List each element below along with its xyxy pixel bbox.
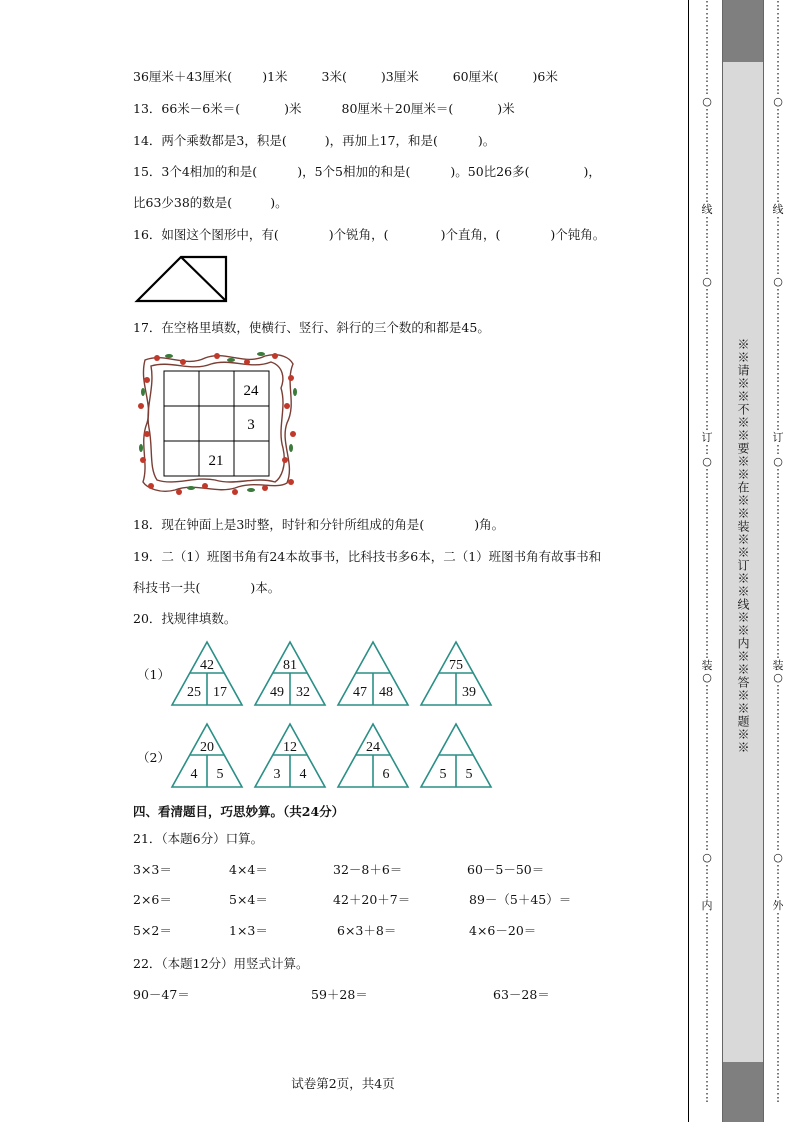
question-13: 13．66米－6米＝( )米 80厘米＋20厘米＝( )米 <box>133 101 515 116</box>
seal-dot: ⋮ <box>772 527 784 540</box>
seal-dot: ⋮ <box>701 515 713 528</box>
seal-dot: ⋮ <box>701 683 713 696</box>
seal-dot: ⋮ <box>772 803 784 816</box>
seal-line-char: 外 <box>772 899 784 912</box>
seal-dot: ⋮ <box>701 359 713 372</box>
seal-dot: ⋮ <box>772 1067 784 1080</box>
seal-circle-mark: ○ <box>773 455 783 468</box>
seal-dot: ⋮ <box>772 47 784 60</box>
seal-dot: ⋮ <box>701 707 713 720</box>
seal-dot: ⋮ <box>701 47 713 60</box>
seal-dot: ⋮ <box>772 719 784 732</box>
seal-dot: ⋮ <box>772 875 784 888</box>
cell-r3c2: 21 <box>208 453 224 469</box>
seal-dot: ⋮ <box>701 239 713 252</box>
seal-dot: ⋮ <box>701 695 713 708</box>
seal-dot: ⋮ <box>701 191 713 204</box>
seal-dot: ⋮ <box>701 0 713 12</box>
pattern-row-1-label: （1） <box>137 667 170 682</box>
seal-dot: ⋮ <box>701 527 713 540</box>
seal-dot: ⋮ <box>772 539 784 552</box>
seal-dot: ⋮ <box>772 191 784 204</box>
t13-right: 48 <box>379 685 393 700</box>
seal-dot: ⋮ <box>701 419 713 432</box>
seal-dot: ⋮ <box>772 395 784 408</box>
seal-dot: ⋮ <box>772 755 784 768</box>
seal-line-char: 内 <box>701 899 713 912</box>
question-19: 19．二（1）班图书角有24本故事书，比科技书多6本，二（1）班图书角有故事书和 <box>133 549 602 564</box>
seal-dot: ⋮ <box>772 311 784 324</box>
question-14: 14．两个乘数都是3，积是( )，再加上17，和是( )。 <box>133 133 496 148</box>
seal-dot: ⋮ <box>772 947 784 960</box>
seal-dot: ⋮ <box>772 83 784 96</box>
seal-dot: ⋮ <box>772 347 784 360</box>
seal-dot: ⋮ <box>772 335 784 348</box>
seal-dot: ⋮ <box>772 71 784 84</box>
seal-dot: ⋮ <box>772 623 784 636</box>
seal-dot: ⋮ <box>701 119 713 132</box>
angle-figure <box>134 254 230 304</box>
t23-right: 6 <box>382 767 390 782</box>
seal-dot: ⋮ <box>701 887 713 900</box>
seal-dot: ⋮ <box>701 1079 713 1092</box>
oral-r3c4: 4×6－20＝ <box>469 923 537 938</box>
seal-line-char: 装 <box>772 659 784 672</box>
seal-dot: ⋮ <box>701 287 713 300</box>
seal-dot: ⋮ <box>772 23 784 36</box>
seal-dot: ⋮ <box>701 1091 713 1104</box>
seal-dot: ⋮ <box>701 371 713 384</box>
seal-line-char: 订 <box>701 431 713 444</box>
seal-dot: ⋮ <box>701 815 713 828</box>
seal-dot: ⋮ <box>772 479 784 492</box>
question-16: 16．如图这个图形中，有( )个锐角，( )个直角，( )个钝角。 <box>133 227 606 242</box>
seal-dot: ⋮ <box>701 791 713 804</box>
oral-r1c4: 60－5－50＝ <box>467 862 545 877</box>
vertical-calc-3: 63－28＝ <box>493 987 550 1002</box>
seal-dot: ⋮ <box>772 863 784 876</box>
triangle-outlines <box>172 642 491 787</box>
seal-dot: ⋮ <box>772 575 784 588</box>
cell-r1c3: 24 <box>243 383 259 399</box>
seal-dot: ⋮ <box>701 251 713 264</box>
seal-dot: ⋮ <box>701 803 713 816</box>
question-15-cont: 比63少38的数是( )。 <box>133 195 288 210</box>
t22-top: 12 <box>283 740 297 755</box>
oral-r3c1: 5×2＝ <box>133 923 172 938</box>
seal-dot: ⋮ <box>772 1091 784 1104</box>
seal-dot: ⋮ <box>772 1007 784 1020</box>
seal-dot: ⋮ <box>772 1043 784 1056</box>
no-answer-notice: ※※请※※不※※要※※在※※装※※订※※线※※内※※答※※题※※ <box>736 338 750 754</box>
seal-dot: ⋮ <box>701 551 713 564</box>
seal-dot: ⋮ <box>701 443 713 456</box>
seal-dot: ⋮ <box>772 299 784 312</box>
seal-dot: ⋮ <box>772 0 784 12</box>
seal-dot: ⋮ <box>701 83 713 96</box>
seal-dot: ⋮ <box>701 779 713 792</box>
diagonal-line <box>181 257 226 301</box>
seal-dot: ⋮ <box>772 707 784 720</box>
t12-right: 32 <box>296 685 310 700</box>
seal-dot: ⋮ <box>701 395 713 408</box>
t24-left: 5 <box>439 767 447 782</box>
t11-right: 17 <box>213 685 227 700</box>
seal-dot: ⋮ <box>701 563 713 576</box>
seal-dot: ⋮ <box>701 755 713 768</box>
seal-dot: ⋮ <box>701 935 713 948</box>
t21-left: 4 <box>190 767 198 782</box>
seal-dot: ⋮ <box>772 467 784 480</box>
t21-top: 20 <box>200 740 214 755</box>
seal-dot: ⋮ <box>701 299 713 312</box>
seal-circle-mark: ○ <box>773 275 783 288</box>
seal-dot: ⋮ <box>772 563 784 576</box>
margin-dark-block-top <box>722 0 764 62</box>
seal-dot: ⋮ <box>701 323 713 336</box>
pattern-triangles <box>160 638 500 794</box>
seal-dot: ⋮ <box>772 251 784 264</box>
seal-dot: ⋮ <box>701 1019 713 1032</box>
seal-dot: ⋮ <box>701 731 713 744</box>
seal-line-char: 线 <box>772 203 784 216</box>
t14-top: 75 <box>449 658 463 673</box>
seal-circle-mark: ○ <box>773 851 783 864</box>
seal-dot: ⋮ <box>701 827 713 840</box>
seal-dot: ⋮ <box>772 491 784 504</box>
seal-circle-mark: ○ <box>702 851 712 864</box>
seal-dot: ⋮ <box>772 119 784 132</box>
seal-dot: ⋮ <box>772 839 784 852</box>
seal-dot: ⋮ <box>772 923 784 936</box>
seal-line-char: 线 <box>701 203 713 216</box>
section-4-heading: 四、看清题目，巧思妙算。（共24分） <box>133 804 345 819</box>
t22-right: 4 <box>299 767 307 782</box>
vertical-calc-2: 59＋28＝ <box>311 987 368 1002</box>
seal-dot: ⋮ <box>772 371 784 384</box>
seal-dot: ⋮ <box>772 167 784 180</box>
seal-dot: ⋮ <box>701 503 713 516</box>
seal-circle-mark: ○ <box>702 671 712 684</box>
seal-dot: ⋮ <box>772 779 784 792</box>
seal-dot: ⋮ <box>772 1031 784 1044</box>
question-21: 21．（本题6分）口算。 <box>133 831 264 846</box>
inner-seal-line <box>701 0 713 1104</box>
margin-border-line <box>688 0 689 1122</box>
seal-dot: ⋮ <box>772 503 784 516</box>
seal-dot: ⋮ <box>772 179 784 192</box>
seal-dot: ⋮ <box>701 647 713 660</box>
seal-dot: ⋮ <box>772 215 784 228</box>
t14-right: 39 <box>462 685 476 700</box>
seal-dot: ⋮ <box>701 743 713 756</box>
seal-dot: ⋮ <box>701 491 713 504</box>
cell-r2c3: 3 <box>247 417 255 433</box>
seal-dot: ⋮ <box>772 599 784 612</box>
t23-top: 24 <box>366 740 380 755</box>
seal-dot: ⋮ <box>772 983 784 996</box>
question-22: 22．（本题12分）用竖式计算。 <box>133 956 309 971</box>
seal-dot: ⋮ <box>772 791 784 804</box>
seal-dot: ⋮ <box>772 59 784 72</box>
seal-dot: ⋮ <box>772 1055 784 1068</box>
t24-right: 5 <box>465 767 473 782</box>
t21-right: 5 <box>216 767 224 782</box>
oral-r1c1: 3×3＝ <box>133 862 172 877</box>
seal-dot: ⋮ <box>701 1067 713 1080</box>
magic-square-figure <box>135 348 300 496</box>
t11-left: 25 <box>187 685 201 700</box>
seal-dot: ⋮ <box>772 959 784 972</box>
question-18: 18．现在钟面上是3时整，时针和分针所组成的角是( )角。 <box>133 517 505 532</box>
seal-dot: ⋮ <box>701 623 713 636</box>
seal-dot: ⋮ <box>701 1055 713 1068</box>
seal-dot: ⋮ <box>701 923 713 936</box>
seal-dot: ⋮ <box>701 467 713 480</box>
seal-dot: ⋮ <box>772 359 784 372</box>
seal-dot: ⋮ <box>772 815 784 828</box>
seal-dot: ⋮ <box>772 407 784 420</box>
margin-dark-block-bottom <box>722 1062 764 1122</box>
seal-dot: ⋮ <box>701 611 713 624</box>
seal-dot: ⋮ <box>701 143 713 156</box>
seal-dot: ⋮ <box>772 767 784 780</box>
t11-top: 42 <box>200 658 214 673</box>
seal-dot: ⋮ <box>772 683 784 696</box>
question-19-cont: 科技书一共( )本。 <box>133 580 281 595</box>
seal-dot: ⋮ <box>772 383 784 396</box>
seal-dot: ⋮ <box>701 215 713 228</box>
oral-r3c3: 6×3＋8＝ <box>337 923 397 938</box>
seal-dot: ⋮ <box>701 863 713 876</box>
t22-left: 3 <box>273 767 281 782</box>
question-17: 17．在空格里填数，使横行、竖行、斜行的三个数的和都是45。 <box>133 320 490 335</box>
seal-dot: ⋮ <box>701 131 713 144</box>
seal-dot: ⋮ <box>772 11 784 24</box>
seal-dot: ⋮ <box>701 875 713 888</box>
seal-dot: ⋮ <box>772 911 784 924</box>
oral-r3c2: 1×3＝ <box>229 923 268 938</box>
seal-dot: ⋮ <box>701 539 713 552</box>
seal-dot: ⋮ <box>701 599 713 612</box>
seal-dot: ⋮ <box>701 959 713 972</box>
seal-dot: ⋮ <box>701 971 713 984</box>
seal-circle-mark: ○ <box>702 95 712 108</box>
seal-dot: ⋮ <box>772 731 784 744</box>
seal-circle-mark: ○ <box>702 275 712 288</box>
pattern-row-2-label: （2） <box>137 750 170 765</box>
seal-dot: ⋮ <box>772 935 784 948</box>
oral-r1c3: 32－8＋6＝ <box>333 862 403 877</box>
seal-dot: ⋮ <box>772 995 784 1008</box>
seal-dot: ⋮ <box>772 1079 784 1092</box>
seal-dot: ⋮ <box>772 287 784 300</box>
seal-dot: ⋮ <box>701 107 713 120</box>
seal-dot: ⋮ <box>701 1043 713 1056</box>
seal-dot: ⋮ <box>701 227 713 240</box>
seal-dot: ⋮ <box>772 887 784 900</box>
seal-dot: ⋮ <box>772 971 784 984</box>
seal-dot: ⋮ <box>772 239 784 252</box>
seal-dot: ⋮ <box>772 143 784 156</box>
seal-dot: ⋮ <box>701 995 713 1008</box>
seal-dot: ⋮ <box>701 347 713 360</box>
seal-dot: ⋮ <box>772 743 784 756</box>
seal-dot: ⋮ <box>772 695 784 708</box>
seal-dot: ⋮ <box>772 515 784 528</box>
seal-circle-mark: ○ <box>773 671 783 684</box>
seal-circle-mark: ○ <box>702 455 712 468</box>
seal-dot: ⋮ <box>701 155 713 168</box>
seal-dot: ⋮ <box>701 1031 713 1044</box>
seal-dot: ⋮ <box>701 1007 713 1020</box>
seal-dot: ⋮ <box>701 23 713 36</box>
seal-dot: ⋮ <box>772 227 784 240</box>
seal-dot: ⋮ <box>772 827 784 840</box>
oral-r1c2: 4×4＝ <box>229 862 268 877</box>
page-footer: 试卷第2页，共4页 <box>291 1076 395 1091</box>
seal-circle-mark: ○ <box>773 95 783 108</box>
seal-dot: ⋮ <box>701 719 713 732</box>
oral-r2c4: 89－（5＋45）＝ <box>469 892 572 907</box>
seal-dot: ⋮ <box>701 635 713 648</box>
seal-dot: ⋮ <box>701 767 713 780</box>
seal-dot: ⋮ <box>772 107 784 120</box>
seal-dot: ⋮ <box>701 479 713 492</box>
oral-r2c1: 2×6＝ <box>133 892 172 907</box>
seal-dot: ⋮ <box>701 263 713 276</box>
t12-left: 49 <box>270 685 284 700</box>
seal-dot: ⋮ <box>701 59 713 72</box>
seal-dot: ⋮ <box>701 167 713 180</box>
question-15: 15．3个4相加的和是( )，5个5相加的和是( )。50比26多( )， <box>133 164 601 179</box>
seal-dot: ⋮ <box>701 383 713 396</box>
oral-r2c3: 42＋20＋7＝ <box>333 892 411 907</box>
oral-r2c2: 5×4＝ <box>229 892 268 907</box>
seal-dot: ⋮ <box>701 911 713 924</box>
seal-dot: ⋮ <box>772 35 784 48</box>
seal-line-char: 订 <box>772 431 784 444</box>
seal-dot: ⋮ <box>772 1019 784 1032</box>
seal-dot: ⋮ <box>772 263 784 276</box>
seal-dot: ⋮ <box>701 311 713 324</box>
seal-dot: ⋮ <box>701 407 713 420</box>
seal-dot: ⋮ <box>701 575 713 588</box>
seal-dot: ⋮ <box>701 947 713 960</box>
seal-dot: ⋮ <box>701 335 713 348</box>
seal-dot: ⋮ <box>701 35 713 48</box>
seal-dot: ⋮ <box>772 155 784 168</box>
seal-dot: ⋮ <box>772 587 784 600</box>
seal-dot: ⋮ <box>701 983 713 996</box>
seal-dot: ⋮ <box>701 839 713 852</box>
t13-left: 47 <box>353 685 367 700</box>
seal-dot: ⋮ <box>772 443 784 456</box>
seal-dot: ⋮ <box>772 323 784 336</box>
vertical-calc-1: 90－47＝ <box>133 987 190 1002</box>
seal-dot: ⋮ <box>701 71 713 84</box>
seal-line-char: 装 <box>701 659 713 672</box>
seal-dot: ⋮ <box>772 647 784 660</box>
seal-dot: ⋮ <box>701 11 713 24</box>
seal-dot: ⋮ <box>772 611 784 624</box>
t12-top: 81 <box>283 658 297 673</box>
trapezoid-shape <box>137 257 226 301</box>
seal-dot: ⋮ <box>772 551 784 564</box>
outer-seal-line <box>772 0 784 1104</box>
seal-dot: ⋮ <box>772 635 784 648</box>
seal-dot: ⋮ <box>701 179 713 192</box>
seal-dot: ⋮ <box>772 131 784 144</box>
question-12-conversions: 36厘米＋43厘米( )1米 3米( )3厘米 60厘米( )6米 <box>133 69 558 84</box>
question-20: 20．找规律填数。 <box>133 611 237 626</box>
seal-dot: ⋮ <box>772 419 784 432</box>
seal-dot: ⋮ <box>701 587 713 600</box>
